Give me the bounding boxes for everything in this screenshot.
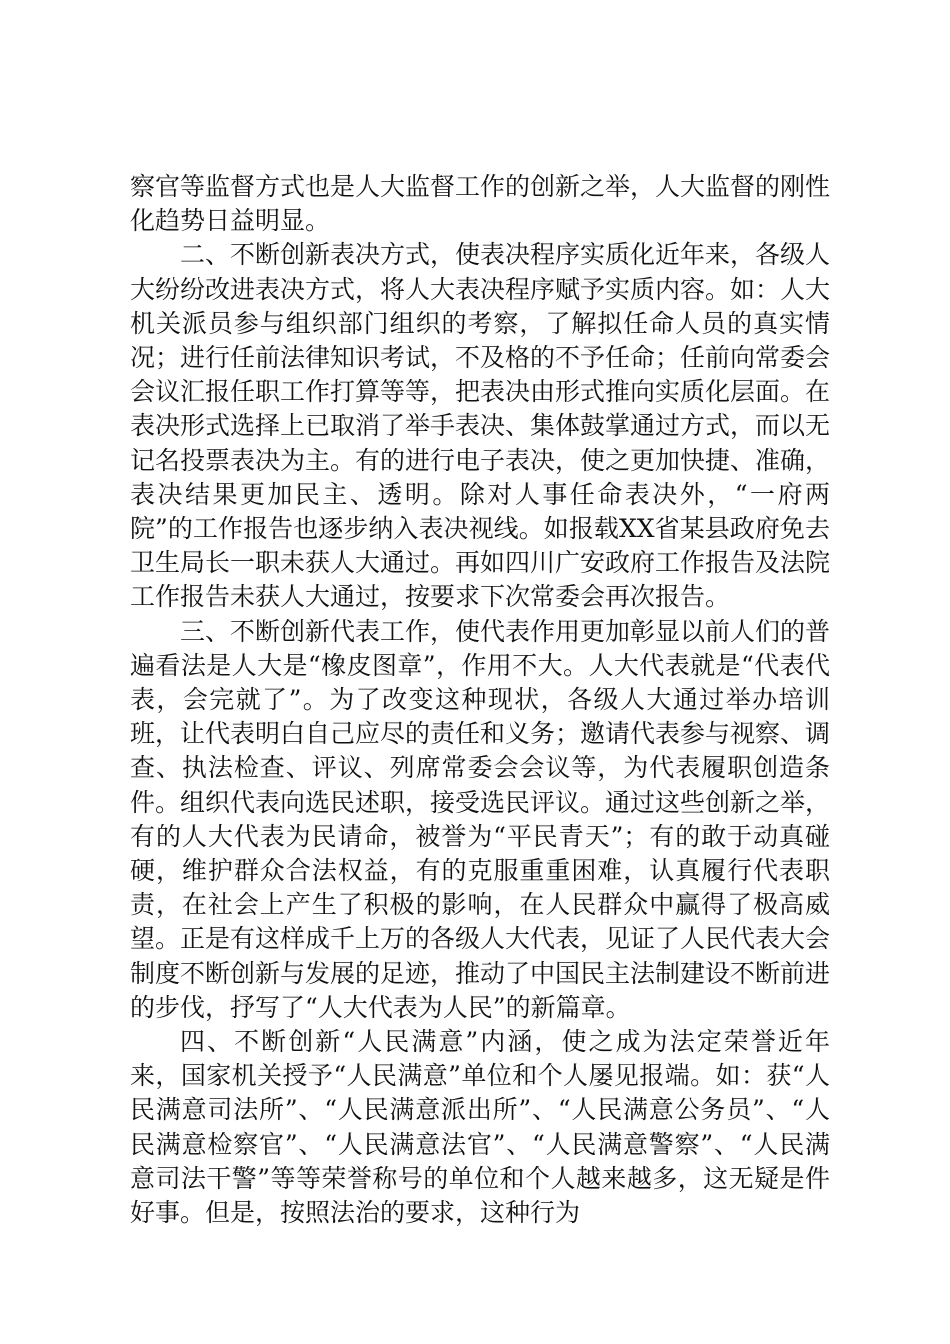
paragraph-continuation: 察官等监督方式也是人大监督工作的创新之举，人大监督的刚性化趋势日益明显。 — [130, 172, 831, 236]
document-body — [130, 170, 830, 1230]
paragraph-section-three: 三、不断创新代表工作，使代表作用更加彰显以前人们的普遍看法是人大是“橡皮图章”，作用不大。人大代表就是“代表代表，会完就了”。为了改变这种现状，各级人大通过举办培训班，让代表明白自己应尽的责任和义务；邀请代表参与视察、调查、执法检查、评议、列席常委会会议等，为代表履职创造条件。组织代表向选民述职，接受选民评议。通过这些创新之举，有的人大代表为民请命，被誉为“平民青天”；有的敢于动真碰硬，维护群众合法权益，有的克服重重困难，认真履行代表职责，在社会上产生了积极的影响，在人民群众中赢得了极高威望。正是有这样成千上万的各级人大代表，见证了人民代表大会制度不断创新与发展的足迹，推动了中国民主法制建设不断前进的步伐，抒写了“人大代表为人民”的新篇章。 — [130, 616, 831, 1022]
paragraph-section-two: 二、不断创新表决方式，使表决程序实质化近年来，各级人大纷纷改进表决方式，将人大表决程序赋予实质内容。如：人大机关派员参与组织部门组织的考察，了解拟任命人员的真实情况；进行任前法律知识考试，不及格的不予任命；任前向常委会会议汇报任职工作打算等等，把表决由形式推向实质化层面。在表决形式选择上已取消了举手表决、集体鼓掌通过方式，而以无记名投票表决为主。有的进行电子表决，使之更加快捷、准确，表决结果更加民主、透明。除对人事任命表决外，“一府两院”的工作报告也逐步纳入表决视线。如报载XX省某县政府免去卫生局长一职未获人大通过。再如四川广安政府工作报告及法院工作报告未获人大通过，按要求下次常委会再次报告。 — [130, 240, 831, 612]
paragraph-section-four: 四、不断创新“人民满意”内涵，使之成为法定荣誉近年来，国家机关授予“人民满意”单位和个人屡见报端。如：获“人民满意司法所”、“人民满意派出所”、“人民满意公务员”、“人民满意检察官”、“人民满意法官”、“人民满意警察”、“人民满意司法干警”等等荣誉称号的单位和个人越来越多，这无疑是件好事。但是，按照法治的要求，这种行为 — [130, 1027, 830, 1228]
